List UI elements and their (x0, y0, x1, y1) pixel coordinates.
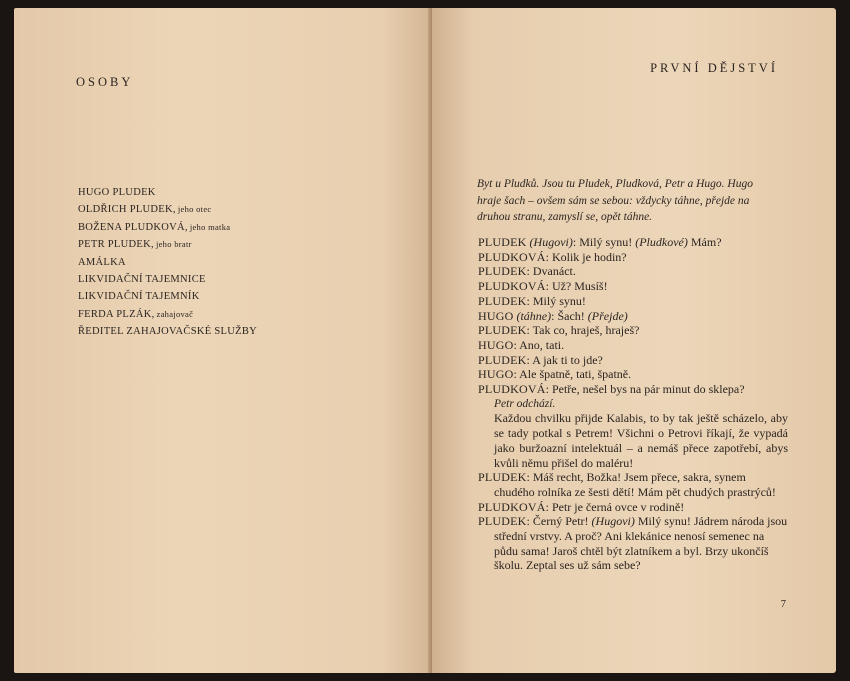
stage-direction-petr: Petr odchází. (494, 397, 556, 410)
cast-role: jeho bratr (155, 239, 192, 250)
cast-item (78, 288, 259, 305)
page-number: 7 (780, 599, 786, 610)
speaker: HUGO (478, 308, 514, 323)
right-page (432, 8, 836, 673)
speaker: PLUDKOVÁ (478, 499, 546, 514)
dialogue-line (478, 338, 788, 353)
cast-role: zahajovač (156, 308, 194, 319)
dialogue-line (478, 353, 788, 368)
speaker: PLUDEK (478, 323, 527, 338)
dialogue-line (478, 367, 788, 382)
cast-name: BOŽENA PLUDKOVÁ, (78, 221, 188, 233)
speaker: PLUDEK (478, 264, 527, 279)
speaker: PLUDKOVÁ (478, 249, 546, 264)
cast-item (78, 236, 259, 253)
line-text: : Černý Petr! (526, 514, 592, 529)
cast-name: HUGO PLUDEK (78, 187, 156, 198)
line-direction: (Hugovi) (591, 514, 635, 529)
line-text: Milý synu! Jádrem národa jsou střední vrstvy. A proč? Ani klekánice nenosí semenec na půdu sama! Jaroš chtěl být zlatníkem a byl. Brzy ukončíš školu. Zeptal ses už sám sebe? (494, 514, 788, 573)
speaker: PLUDEK (478, 352, 527, 367)
dialogue-line (478, 309, 788, 324)
dialogue-line (478, 294, 788, 309)
dialogue-line (478, 382, 788, 397)
stage-direction-intro: Byt u Pludků. Jsou tu Pludek, Pludková, Petr a Hugo. Hugo hraje šach – ovšem sám se sebou: vždycky táhne, přejde na druhou stranu, zamyslí se, opět táhne. (477, 178, 753, 223)
act-heading: PRVNÍ DĚJSTVÍ (650, 61, 778, 75)
speaker: PLUDEK (478, 514, 527, 529)
line-text: : Tak co, hraješ, hraješ? (526, 323, 640, 338)
cast-item (78, 254, 259, 271)
speaker: PLUDEK (478, 235, 527, 249)
speaker: PLUDKOVÁ (478, 279, 546, 294)
cast-heading: OSOBY (76, 75, 134, 89)
speaker: HUGO (478, 367, 514, 382)
dialogue-line (478, 500, 788, 515)
dialogue-line (478, 323, 788, 338)
cast-name: PETR PLUDEK, (78, 239, 154, 251)
dialogue-line (478, 470, 788, 499)
cast-role: jeho otec (177, 204, 212, 215)
line-text: : Dvanáct. (526, 264, 576, 279)
speaker: PLUDKOVÁ (478, 382, 546, 397)
line-text: : Ale špatně, tati, špatně. (513, 367, 632, 382)
cast-item (78, 323, 259, 340)
line-text: : A jak ti to jde? (526, 352, 603, 367)
dialogue-line (478, 264, 788, 279)
line-direction: (Pludkové) (635, 235, 688, 249)
line-direction: (Hugovi) (529, 235, 573, 249)
cast-item (78, 219, 259, 236)
dialogue (478, 235, 788, 573)
cast-name: OLDŘICH PLUDEK, (78, 204, 176, 216)
line-direction: (táhne) (516, 308, 552, 323)
dialogue-line (478, 235, 788, 250)
dialogue-line (478, 250, 788, 265)
cast-role: jeho matka (189, 221, 231, 232)
cast-name: ŘEDITEL ZAHAJOVAČSKÉ SLUŽBY (78, 326, 258, 338)
line-text: : Petr je černá ovce v rodině! (545, 499, 685, 514)
dialogue-line (478, 279, 788, 294)
left-page (14, 8, 432, 673)
line-text: Mám? (687, 235, 722, 249)
cast-item (78, 271, 259, 288)
cast-list (78, 184, 259, 341)
speaker: PLUDEK (478, 293, 527, 308)
line-text: : Máš recht, Božka! Jsem přece, sakra, synem chudého rolníka ze šesti dětí! Mám pět chudých prastrýců! (494, 470, 776, 499)
pludkova-continuation: Každou chvilku přijde Kalabis, to by tak ještě scházelo, aby se tady potkal s Petrem! Všichni o Petrovi říkají, že vypadá jako buržoazní intelektuál – a nemáš přece zapotřebí, abys kvůli němu přišel do maléru! (494, 411, 788, 470)
line-text: : Už? Musíš! (545, 279, 608, 294)
cast-item (78, 184, 259, 201)
speaker: PLUDEK (478, 470, 527, 485)
dialogue-line (478, 514, 788, 573)
cast-item (78, 201, 259, 218)
line-direction: (Přejde) (587, 308, 628, 323)
line-text: : Kolik je hodin? (545, 249, 627, 264)
cast-name: LIKVIDAČNÍ TAJEMNICE (78, 274, 206, 286)
line-text: : Milý synu! (526, 293, 586, 308)
line-text: : Šach! (551, 308, 588, 323)
cast-name: LIKVIDAČNÍ TAJEMNÍK (78, 291, 200, 303)
dialogue-lines (478, 235, 788, 397)
line-text: : Milý synu! (572, 235, 636, 249)
line-text: : Petře, nešel bys na pár minut do sklepa? (545, 382, 745, 397)
line-text: : Ano, tati. (513, 337, 565, 352)
cast-item (78, 306, 259, 323)
cast-name: AMÁLKA (78, 256, 126, 268)
speaker: HUGO (478, 337, 514, 352)
cast-name: FERDA PLZÁK, (78, 308, 155, 320)
